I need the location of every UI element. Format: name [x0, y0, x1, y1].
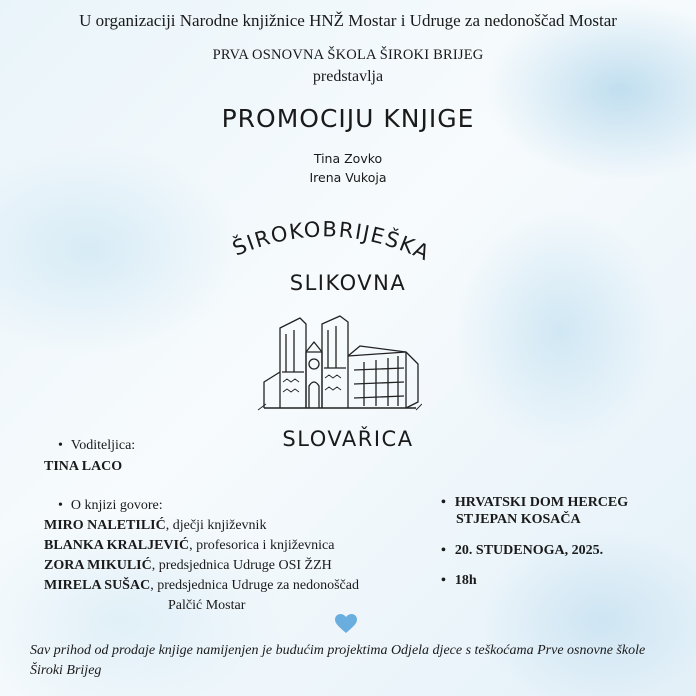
host-label: [44, 436, 135, 455]
speaker-name: BLANKA KRALJEVIĆ: [44, 538, 190, 553]
host-name: TINA LACO: [44, 459, 123, 474]
speaker-row: [44, 536, 359, 556]
speakers-label-text: • O knjizi govore:: [58, 498, 163, 513]
presents-text: predstavlja: [312, 68, 384, 85]
speaker-row: [44, 516, 359, 536]
speakers-list: [44, 516, 359, 616]
speaker-role: , predsjednica Udruge OSI ŽZH: [151, 558, 332, 573]
event-venue: [441, 494, 628, 528]
book-title-line-2: SLIKOVNA: [289, 271, 407, 295]
speaker-role: , profesorica i književnica: [189, 538, 335, 553]
host-label-text: • Voditeljica:: [58, 438, 135, 453]
svg-text:ŠIROKOBRIJEŠKA: [229, 217, 434, 265]
speaker-name: MIRO NALETILIĆ: [44, 518, 166, 533]
event-date-text: • 20. STUDENOGA, 2025.: [441, 543, 603, 558]
venue-line-1: • HRVATSKI DOM HERCEG: [441, 494, 628, 511]
author-2: Irena Vukoja: [309, 170, 387, 185]
speaker-name: MIRELA SUŠAC: [44, 578, 151, 593]
organizers-line: U organizaciji Narodne knjižnice HNŽ Mostar i Udruge za nedonoščad Mostar: [79, 11, 617, 30]
speaker-role: , dječji književnik: [165, 518, 267, 533]
speaker-name: ZORA MIKULIĆ: [44, 558, 152, 573]
book-title-line-3: SLOVAŘICA: [282, 427, 414, 451]
book-title-arc-text: ŠIROKOBRIJEŠKA: [229, 217, 435, 266]
speaker-row: [44, 576, 359, 596]
speaker-role-continuation: Palčić Mostar: [168, 598, 246, 613]
school-name: PRVA OSNOVNA ŠKOLA ŠIROKI BRIJEG: [212, 47, 484, 63]
speakers-label: [44, 496, 163, 515]
speaker-row: [44, 556, 359, 576]
promotion-heading: PROMOCIJU KNJIGE: [221, 104, 475, 133]
venue-line-2: STJEPAN KOSAČA: [456, 512, 581, 527]
author-1: Tina Zovko: [313, 151, 383, 166]
church-illustration: [256, 312, 422, 414]
event-time: [441, 572, 477, 589]
proceeds-note: Sav prihod od prodaje knjige namijenjen je budućim projektima Odjela djece s teškoćama Prve osnovne škole Široki Brijeg: [30, 643, 646, 678]
speaker-role: , predsjednica Udruge za nedonoščad: [150, 578, 359, 593]
event-date: [441, 542, 603, 559]
heart-icon: [335, 614, 357, 634]
event-time-text: • 18h: [441, 573, 477, 588]
